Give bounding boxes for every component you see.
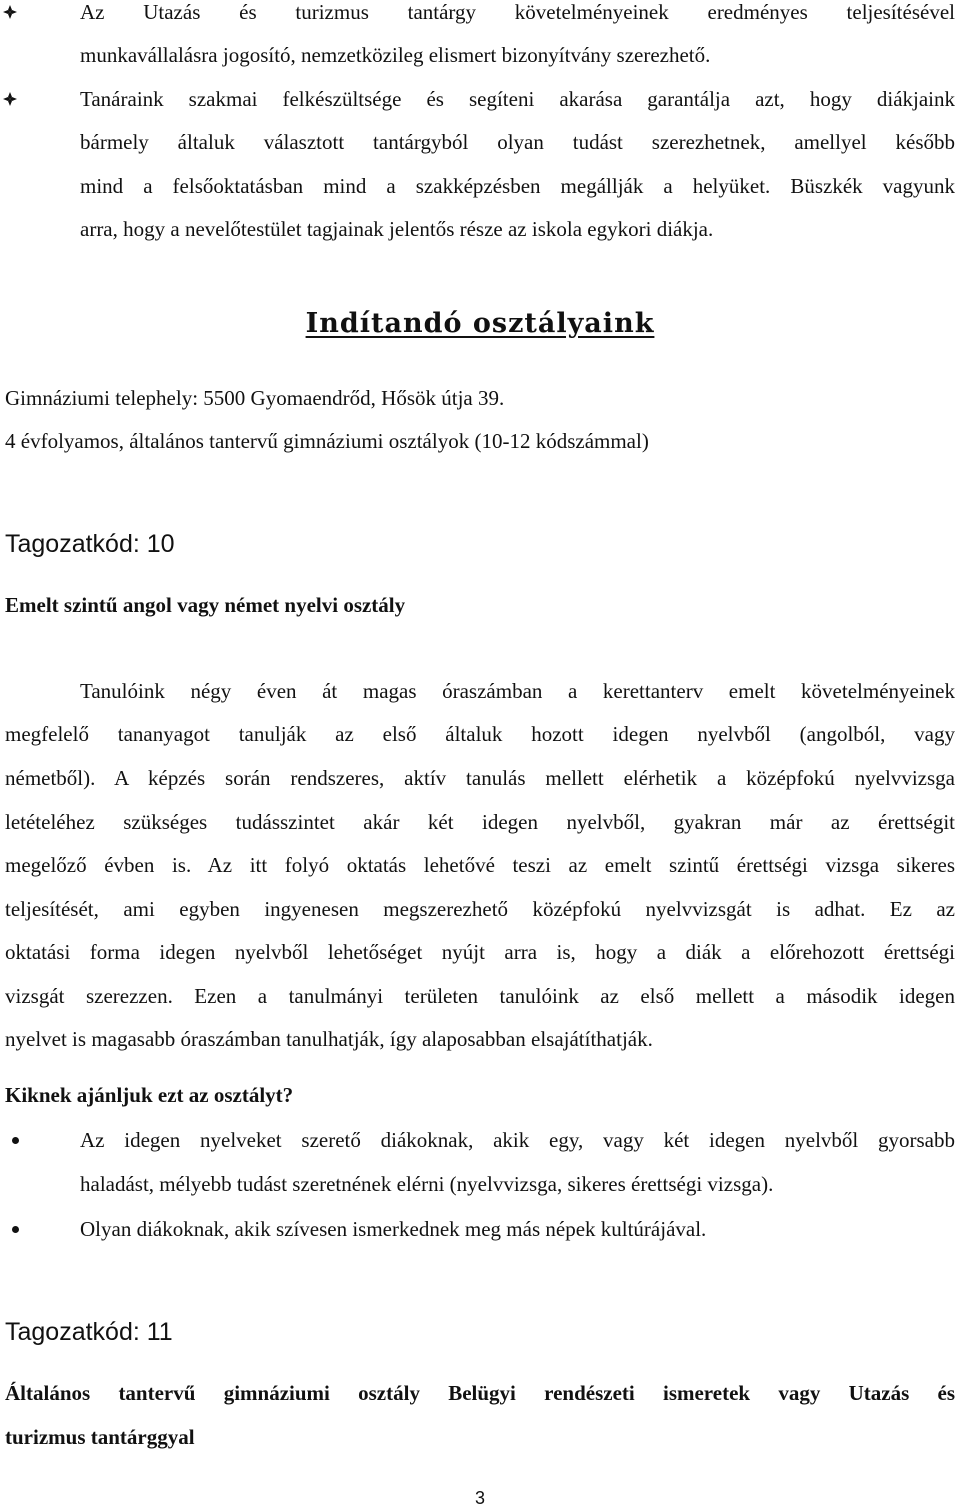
bullet-dot-icon [12, 1226, 19, 1233]
recommend-bullet-1-line-2: haladást, mélyebb tudást szeretnének elérni (nyelvvizsga, sikeres érettségi vizsga). [80, 1172, 774, 1196]
paragraph-line: nyelvet is magasabb óraszámban tanulhatják, így alaposabban elsajátíthatják. [5, 1027, 653, 1051]
diamond-bullet-icon [0, 87, 20, 111]
recommend-bullet-2-line-1: Olyan diákoknak, akik szívesen ismerkednek meg más népek kultúrájával. [80, 1217, 707, 1241]
paragraph-line: oktatási forma idegen nyelvből lehetőséget nyújt arra is, hogy a diák a előrehozott érettségi [5, 940, 955, 964]
classes-line: 4 évfolyamos, általános tantervű gimnáziumi osztályok (10-12 kódszámmal) [5, 429, 649, 453]
page-number: 3 [474, 1488, 485, 1508]
intro-bullet-2-line-2: bármely általuk választott tantárgyból olyan tudást szerezhetnek, amellyel később [80, 130, 955, 154]
recommend-heading: Kiknek ajánljuk ezt az osztályt? [5, 1083, 294, 1107]
diamond-bullet-icon [0, 0, 20, 24]
intro-bullet-2-line-4: arra, hogy a nevelőtestület tagjainak jelentős része az iskola egykori diákja. [80, 217, 714, 241]
paragraph-line: teljesítését, ami egyben ingyenesen megszerezhető középfokú nyelvvizsgát is adhat. Ez az [5, 897, 955, 921]
location-line: Gimnáziumi telephely: 5500 Gyomaendrőd, Hősök útja 39. [5, 386, 505, 410]
track-11-subtitle-line-2: turizmus tantárggyal [5, 1425, 195, 1449]
intro-bullet-2-line-1: Tanáraink szakmai felkészültsége és segíteni akarása garantálja azt, hogy diákjaink [80, 87, 955, 111]
section-heading: Indítandó osztályaink [305, 308, 655, 339]
paragraph-line: vizsgát szerezzen. Ezen a tanulmányi területen tanulóink az első mellett a második idegen [5, 984, 955, 1008]
track-10-code: Tagozatkód: 10 [5, 530, 175, 558]
bullet-dot-icon [12, 1137, 19, 1144]
paragraph-line: németből). A képzés során rendszeres, aktív tanulás mellett elérhetik a középfokú nyelvvizsga [5, 766, 955, 790]
paragraph-line: megelőző évben is. Az itt folyó oktatás lehetővé teszi az emelt szintű érettségi vizsga sikeres [5, 853, 955, 877]
track-10-subtitle: Emelt szintű angol vagy német nyelvi osztály [5, 593, 406, 617]
paragraph-line: letételéhez szükséges tudásszintet akár két idegen nyelvből, gyakran már az érettségit [5, 810, 955, 834]
intro-bullet-2-line-3: mind a felsőoktatásban mind a szakképzésben megállják a helyüket. Büszkék vagyunk [80, 174, 955, 198]
intro-bullet-1-line-1: Az Utazás és turizmus tantárgy követelményeinek eredményes teljesítésével [80, 0, 955, 24]
paragraph-line: megfelelő tananyagot tanulják az első általuk hozott idegen nyelvből (angolból, vagy [5, 722, 955, 746]
paragraph-line: Tanulóink négy éven át magas óraszámban a kerettanterv emelt követelményeinek [80, 679, 955, 703]
intro-bullet-1-line-2: munkavállalásra jogosító, nemzetközileg elismert bizonyítvány szerezhető. [80, 43, 711, 67]
recommend-bullet-1-line-1: Az idegen nyelveket szerető diákoknak, akik egy, vagy két idegen nyelvből gyorsabb [80, 1128, 955, 1152]
track-11-code: Tagozatkód: 11 [5, 1318, 173, 1346]
track-11-subtitle-line-1: Általános tantervű gimnáziumi osztály Belügyi rendészeti ismeretek vagy Utazás és [5, 1381, 955, 1405]
